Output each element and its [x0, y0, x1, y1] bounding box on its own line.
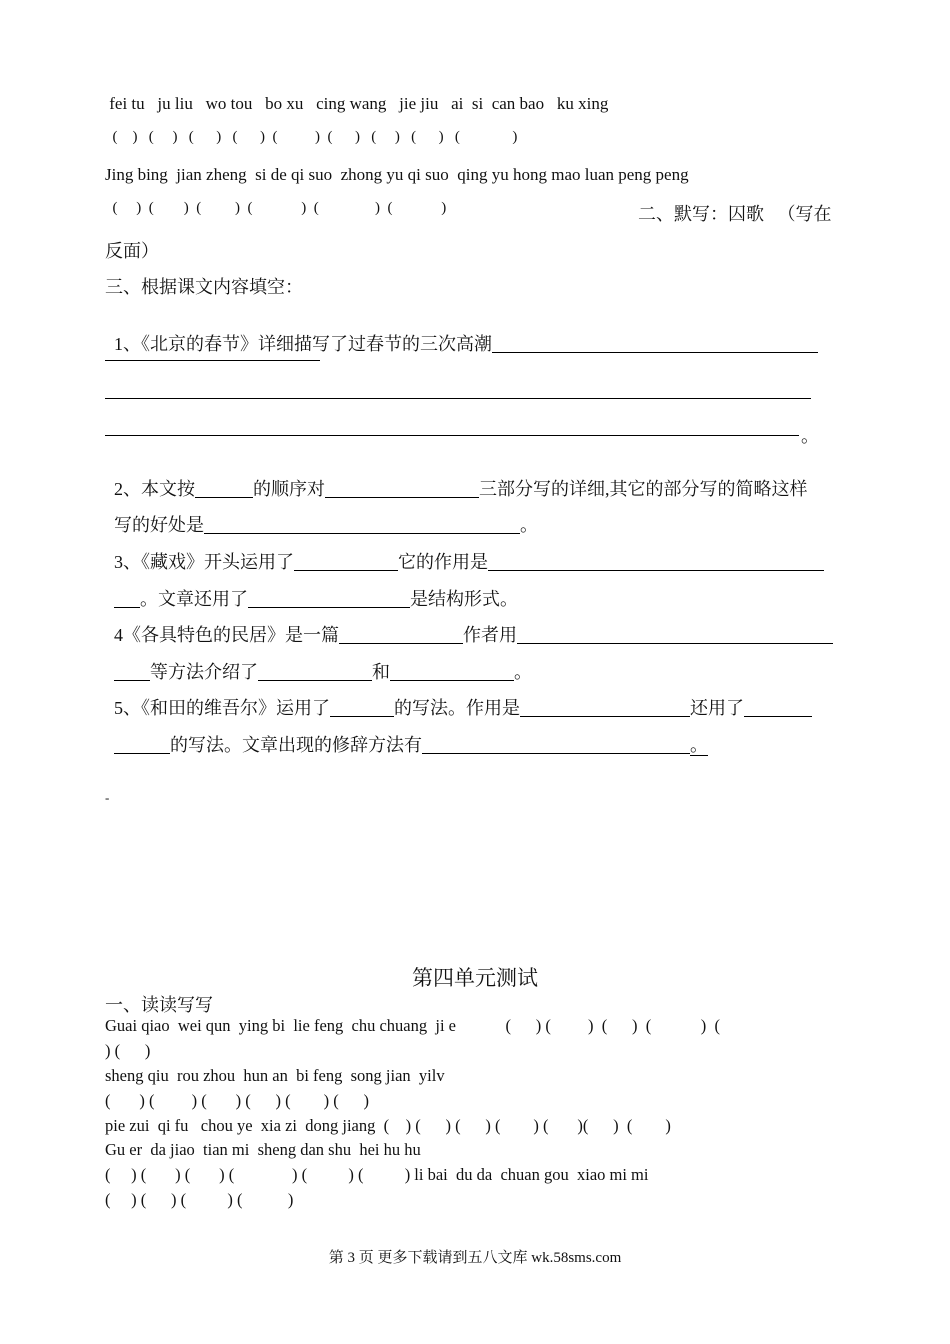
section-two-heading: 二、默写：囚歌 （写在 — [638, 204, 832, 224]
unit-four-line-2: ) ( ) — [105, 1041, 151, 1060]
question-5-text: 还用了 — [690, 698, 744, 718]
unit-four-line-7: ( ) ( ) ( ) ( ) ( ) ( ) li bai du da chuan gou xiao mi mi — [105, 1165, 649, 1184]
section-two-continuation: 反面） — [105, 241, 159, 261]
question-2-text: 的顺序对 — [253, 479, 325, 499]
stray-dash: - — [105, 790, 110, 805]
unit-four-line-6: Gu er da jiao tian mi sheng dan shu hei hu hu — [105, 1140, 421, 1159]
pinyin-row-1: fei tu ju liu wo tou bo xu cing wang jie jiu ai si can bao ku xing — [105, 94, 609, 113]
unit-four-line-1: Guai qiao wei qun ying bi lie feng chu chuang ji e ( ) ( ) ( ) ( ) ( — [105, 1016, 720, 1035]
question-5-text: 的写法。文章出现的修辞方法有 — [170, 735, 422, 755]
section-three-heading: 三、根据课文内容填空： — [105, 277, 303, 297]
question-3-text: 是结构形式。 — [410, 589, 518, 609]
question-4-text: 4《各具特色的民居》是一篇 — [114, 625, 339, 645]
unit-four-line-5: pie zui qi fu chou ye xia zi dong jiang ( ) ( ) ( ) ( ) ( )( ) ( ) — [105, 1116, 671, 1135]
unit-four-line-3: sheng qiu rou zhou hun an bi feng song jian yilv — [105, 1066, 445, 1085]
answer-line[interactable] — [105, 360, 320, 361]
unit-four-subheading: 一、读读写写 — [105, 995, 213, 1015]
question-4-text: 作者用 — [463, 625, 517, 645]
answer-line[interactable] — [105, 435, 799, 436]
blank-row-2: ( ) ( ) ( ) ( ) ( ) ( ) — [105, 200, 447, 216]
pinyin-row-2: Jing bing jian zheng si de qi suo zhong yu qi suo qing yu hong mao luan peng peng — [105, 165, 689, 184]
blank-row-1: ( ) ( ) ( ) ( ) ( ) ( ) ( ) ( ) ( ) — [105, 129, 518, 145]
answer-blank[interactable] — [492, 334, 818, 353]
question-1-period: 。 — [801, 426, 819, 446]
answer-line[interactable] — [105, 398, 811, 399]
question-4-text: 等方法介绍了 — [150, 662, 258, 682]
unit-four-title: 第四单元测试 — [412, 966, 538, 990]
question-1-text: 1、《北京的春节》详细描写了过春节的三次高潮 — [114, 334, 492, 354]
question-5-text: 5、《和田的维吾尔》运用了 — [114, 698, 330, 718]
question-3-text: 3、《藏戏》开头运用了 — [114, 552, 294, 572]
question-4-period: 。 — [514, 662, 532, 682]
question-5-text: 的写法。作用是 — [394, 698, 520, 718]
question-1 — [105, 309, 818, 356]
answer-blank[interactable] — [744, 698, 812, 717]
answer-blank[interactable] — [488, 552, 824, 571]
question-3-text: 。文章还用了 — [140, 589, 248, 609]
answer-blank[interactable] — [422, 735, 690, 754]
unit-four-line-4: ( ) ( ) ( ) ( ) ( ) ( ) — [105, 1091, 369, 1110]
question-2-period: 。 — [520, 515, 538, 535]
question-2-text: 三部分写的详细,其它的部分写的简略这样 — [479, 479, 808, 499]
page-footer: 第 3 页 更多下载请到五八文库 wk.58sms.com — [328, 1250, 622, 1266]
question-2-text: 2、本文按 — [114, 479, 195, 499]
question-5-period: 。 — [690, 735, 708, 755]
answer-blank[interactable] — [517, 625, 833, 644]
unit-four-line-8: ( ) ( ) ( ) ( ) — [105, 1190, 294, 1209]
question-4-text: 和 — [372, 662, 390, 682]
question-3-text: 它的作用是 — [398, 552, 488, 572]
answer-blank[interactable] — [114, 735, 170, 754]
question-2-text: 写的好处是 — [114, 515, 204, 535]
question-5-cont — [105, 710, 708, 757]
